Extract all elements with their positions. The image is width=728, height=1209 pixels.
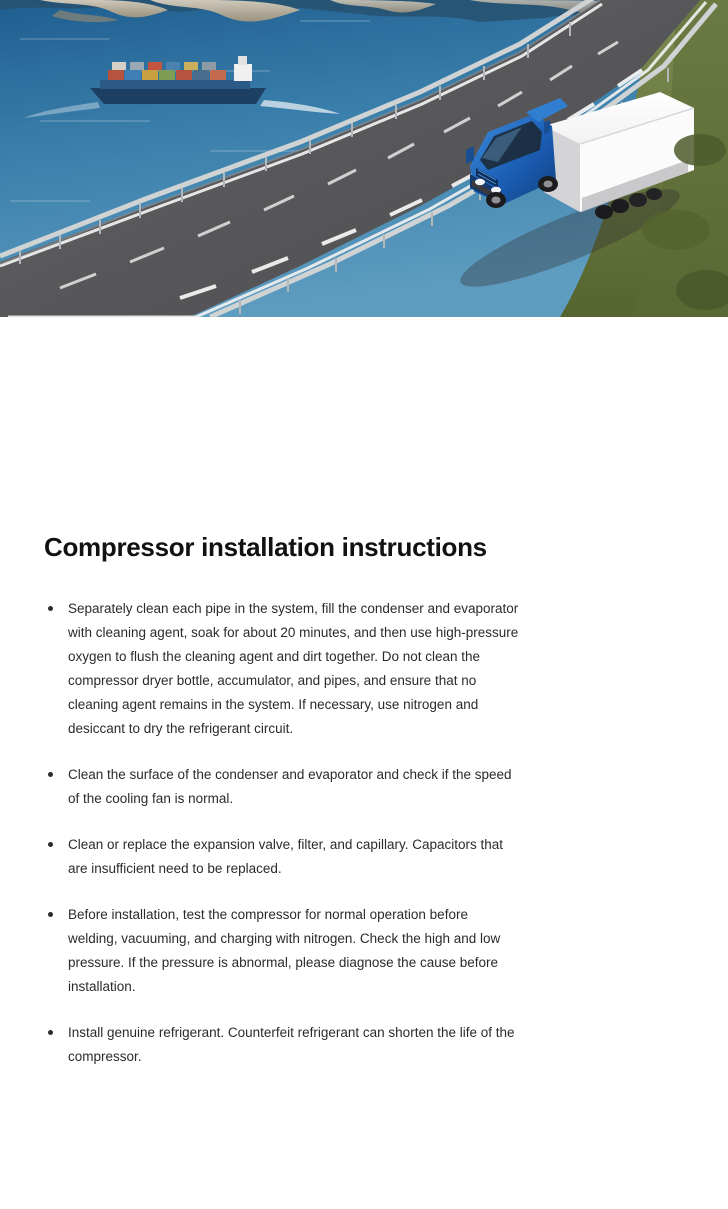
highway-truck-ocean-illustration [0,0,728,317]
hero-banner [0,0,728,317]
content-spacer [44,317,684,532]
document-body [0,317,728,1069]
list-item: Clean or replace the expansion valve, filter, and capillary. Capacitors that are insufficient need to be replaced. [44,833,520,881]
list-item: Separately clean each pipe in the system, fill the condenser and evaporator with cleaning agent, soak for about 20 minutes, and then use high-pressure oxygen to flush the cleaning agent and dirt together. Do not clean the compressor dryer bottle, accumulator, and pipes, and ensure that no cleaning agent remains in the system. If necessary, use nitrogen and desiccant to dry the refrigerant circuit. [44,597,520,741]
list-item: Install genuine refrigerant. Counterfeit refrigerant can shorten the life of the compressor. [44,1021,520,1069]
instructions-list [44,597,684,1069]
list-item: Before installation, test the compressor for normal operation before welding, vacuuming, and charging with nitrogen. Check the high and low pressure. If the pressure is abnormal, please diagnose the cause before installation. [44,903,520,999]
page-title: Compressor installation instructions [44,532,487,562]
list-item: Clean the surface of the condenser and evaporator and check if the speed of the cooling fan is normal. [44,763,520,811]
